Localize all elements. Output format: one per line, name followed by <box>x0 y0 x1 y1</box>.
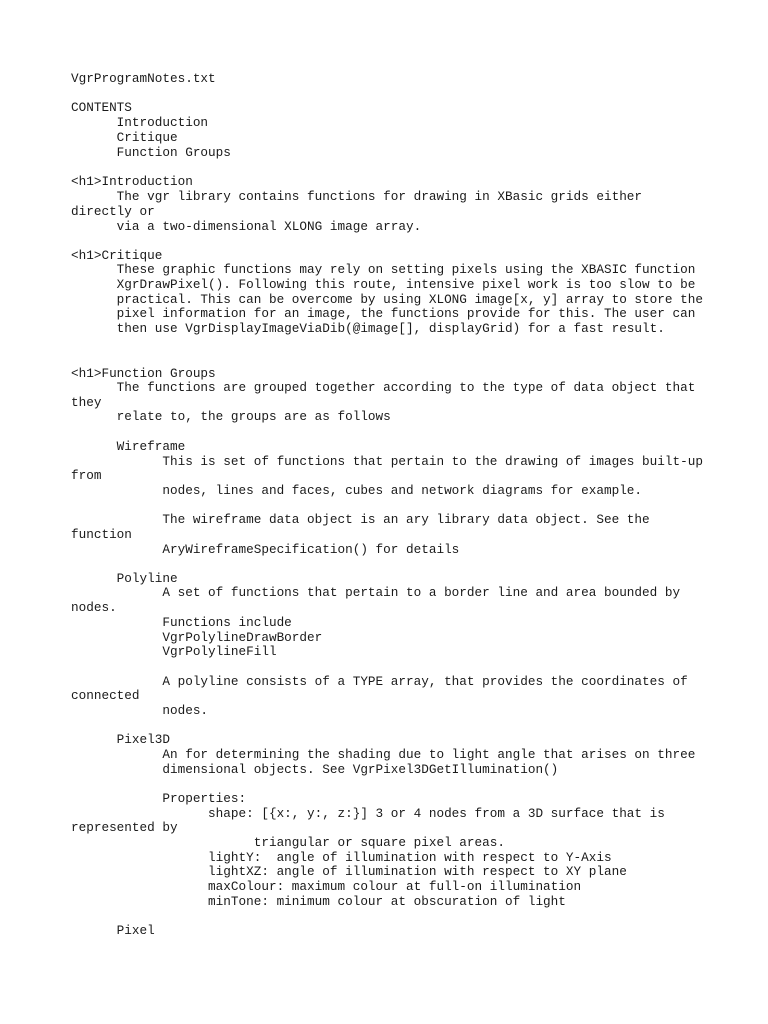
text-line: nodes, lines and faces, cubes and network diagrams for example. <box>71 483 643 498</box>
text-line: then use VgrDisplayImageViaDib(@image[], displayGrid) for a fast result. <box>71 321 665 336</box>
text-line: lightY: angle of illumination with respect to Y-Axis <box>71 850 612 865</box>
file-title: VgrProgramNotes.txt <box>71 71 216 86</box>
text-line: VgrPolylineFill <box>71 644 277 659</box>
text-line: AryWireframeSpecification() for details <box>71 542 460 557</box>
text-line: XgrDrawPixel(). Following this route, intensive pixel work is too slow to be <box>71 277 696 292</box>
text-line: A polyline consists of a TYPE array, that provides the coordinates of <box>71 674 688 689</box>
text-line: function <box>71 527 132 542</box>
text-line: This is set of functions that pertain to the drawing of images built-up <box>71 454 703 469</box>
text-line: A set of functions that pertain to a border line and area bounded by <box>71 585 681 600</box>
text-line: An for determining the shading due to light angle that arises on three <box>71 747 696 762</box>
text-line: VgrPolylineDrawBorder <box>71 630 323 645</box>
text-line: practical. This can be overcome by using XLONG image[x, y] array to store the <box>71 292 703 307</box>
contents-heading: CONTENTS <box>71 100 132 115</box>
text-line: shape: [{x:, y:, z:}] 3 or 4 nodes from a 3D surface that is <box>71 806 665 821</box>
text-line: nodes. <box>71 600 117 615</box>
text-line: dimensional objects. See VgrPixel3DGetIllumination() <box>71 762 559 777</box>
text-line: The functions are grouped together according to the type of data object that <box>71 380 696 395</box>
text-line: maxColour: maximum colour at full-on illumination <box>71 879 582 894</box>
section-heading: <h1>Critique <box>71 248 163 263</box>
text-line: triangular or square pixel areas. <box>71 835 505 850</box>
text-line: they <box>71 395 102 410</box>
text-line: via a two-dimensional XLONG image array. <box>71 219 422 234</box>
group-heading: Pixel <box>71 923 155 938</box>
contents-item: Critique <box>71 130 178 145</box>
text-line: Functions include <box>71 615 292 630</box>
text-line: pixel information for an image, the functions provide for this. The user can <box>71 306 696 321</box>
section-heading: <h1>Introduction <box>71 174 193 189</box>
text-line: Properties: <box>71 791 247 806</box>
text-line: from <box>71 468 102 483</box>
contents-item: Function Groups <box>71 145 231 160</box>
text-line: These graphic functions may rely on setting pixels using the XBASIC function <box>71 262 696 277</box>
text-line: represented by <box>71 820 178 835</box>
text-line: The vgr library contains functions for drawing in XBasic grids either <box>71 189 643 204</box>
text-line: directly or <box>71 204 155 219</box>
section-heading: <h1>Function Groups <box>71 366 216 381</box>
text-line: minTone: minimum colour at obscuration of light <box>71 894 566 909</box>
text-line: The wireframe data object is an ary library data object. See the <box>71 512 650 527</box>
group-heading: Polyline <box>71 571 178 586</box>
text-line: lightXZ: angle of illumination with respect to XY plane <box>71 864 627 879</box>
contents-item: Introduction <box>71 115 209 130</box>
text-line: connected <box>71 688 140 703</box>
group-heading: Wireframe <box>71 439 186 454</box>
text-line: nodes. <box>71 703 209 718</box>
text-line: relate to, the groups are as follows <box>71 409 391 424</box>
group-heading: Pixel3D <box>71 732 170 747</box>
